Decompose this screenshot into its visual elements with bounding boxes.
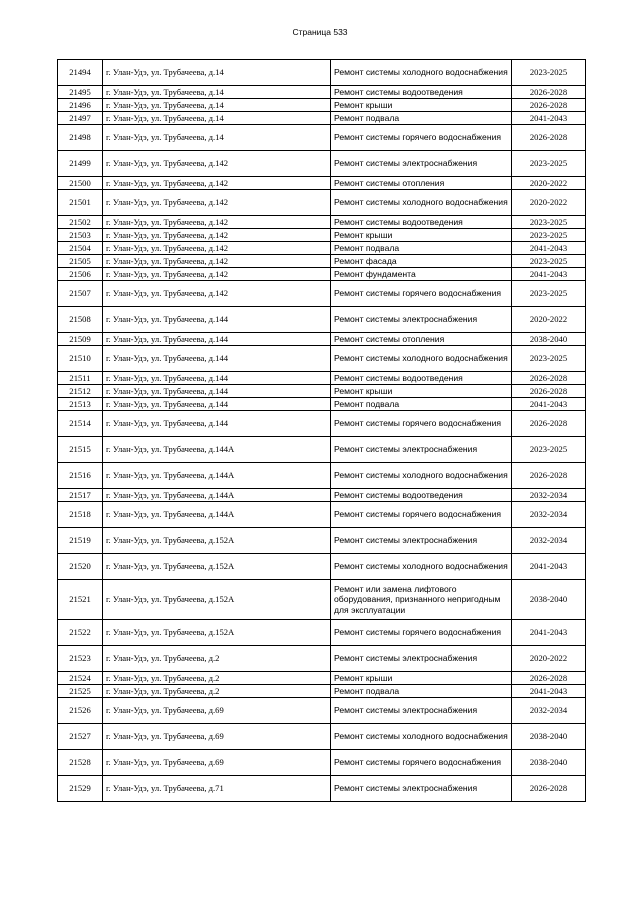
address-cell: г. Улан-Удэ, ул. Трубачеева, д.152А (103, 528, 331, 554)
page-number-header: Страница 533 (292, 27, 348, 37)
address-cell: г. Улан-Удэ, ул. Трубачеева, д.14 (103, 125, 331, 151)
period-cell: 2023-2025 (512, 437, 586, 463)
record-number-cell: 21498 (58, 125, 103, 151)
table-row (58, 385, 586, 398)
work-type-cell: Ремонт системы водоотведения (331, 489, 512, 502)
record-number-cell: 21512 (58, 385, 103, 398)
period-cell: 2032-2034 (512, 502, 586, 528)
table-row (58, 646, 586, 672)
address-cell: г. Улан-Удэ, ул. Трубачеева, д.144 (103, 307, 331, 333)
work-type-cell: Ремонт подвала (331, 112, 512, 125)
record-number-cell: 21523 (58, 646, 103, 672)
record-number-cell: 21496 (58, 99, 103, 112)
period-cell: 2020-2022 (512, 177, 586, 190)
address-cell: г. Улан-Удэ, ул. Трубачеева, д.14 (103, 60, 331, 86)
record-number-cell: 21495 (58, 86, 103, 99)
table-row (58, 372, 586, 385)
period-cell: 2032-2034 (512, 528, 586, 554)
period-cell: 2023-2025 (512, 346, 586, 372)
table-row (58, 229, 586, 242)
work-type-cell: Ремонт системы горячего водоснабжения (331, 750, 512, 776)
address-cell: г. Улан-Удэ, ул. Трубачеева, д.144 (103, 333, 331, 346)
record-number-cell: 21507 (58, 281, 103, 307)
table-row (58, 60, 586, 86)
record-number-cell: 21524 (58, 672, 103, 685)
period-cell: 2038-2040 (512, 333, 586, 346)
address-cell: г. Улан-Удэ, ул. Трубачеева, д.142 (103, 268, 331, 281)
work-type-cell: Ремонт крыши (331, 385, 512, 398)
address-cell: г. Улан-Удэ, ул. Трубачеева, д.14 (103, 99, 331, 112)
period-cell: 2020-2022 (512, 307, 586, 333)
record-number-cell: 21525 (58, 685, 103, 698)
work-type-cell: Ремонт системы водоотведения (331, 216, 512, 229)
repair-schedule-table (57, 59, 586, 802)
work-type-cell: Ремонт системы водоотведения (331, 372, 512, 385)
table-row (58, 268, 586, 281)
work-type-cell: Ремонт подвала (331, 242, 512, 255)
address-cell: г. Улан-Удэ, ул. Трубачеева, д.142 (103, 242, 331, 255)
record-number-cell: 21528 (58, 750, 103, 776)
period-cell: 2038-2040 (512, 750, 586, 776)
work-type-cell: Ремонт фасада (331, 255, 512, 268)
period-cell: 2026-2028 (512, 672, 586, 685)
work-type-cell: Ремонт крыши (331, 229, 512, 242)
work-type-cell: Ремонт крыши (331, 99, 512, 112)
address-cell: г. Улан-Удэ, ул. Трубачеева, д.152А (103, 580, 331, 620)
address-cell: г. Улан-Удэ, ул. Трубачеева, д.142 (103, 216, 331, 229)
record-number-cell: 21526 (58, 698, 103, 724)
period-cell: 2038-2040 (512, 580, 586, 620)
table-row (58, 86, 586, 99)
work-type-cell: Ремонт системы электроснабжения (331, 437, 512, 463)
period-cell: 2041-2043 (512, 112, 586, 125)
work-type-cell: Ремонт системы холодного водоснабжения (331, 554, 512, 580)
period-cell: 2023-2025 (512, 151, 586, 177)
work-type-cell: Ремонт системы водоотведения (331, 86, 512, 99)
table-row (58, 580, 586, 620)
address-cell: г. Улан-Удэ, ул. Трубачеева, д.2 (103, 685, 331, 698)
period-cell: 2032-2034 (512, 698, 586, 724)
table-row (58, 398, 586, 411)
period-cell: 2023-2025 (512, 229, 586, 242)
record-number-cell: 21527 (58, 724, 103, 750)
address-cell: г. Улан-Удэ, ул. Трубачеева, д.144 (103, 411, 331, 437)
address-cell: г. Улан-Удэ, ул. Трубачеева, д.142 (103, 151, 331, 177)
table-row (58, 698, 586, 724)
period-cell: 2026-2028 (512, 372, 586, 385)
period-cell: 2026-2028 (512, 776, 586, 802)
work-type-cell: Ремонт системы горячего водоснабжения (331, 620, 512, 646)
table-row (58, 489, 586, 502)
table-row (58, 750, 586, 776)
period-cell: 2041-2043 (512, 268, 586, 281)
period-cell: 2041-2043 (512, 242, 586, 255)
record-number-cell: 21502 (58, 216, 103, 229)
table-row (58, 281, 586, 307)
table-row (58, 685, 586, 698)
address-cell: г. Улан-Удэ, ул. Трубачеева, д.142 (103, 255, 331, 268)
record-number-cell: 21517 (58, 489, 103, 502)
period-cell: 2020-2022 (512, 190, 586, 216)
table-row (58, 177, 586, 190)
record-number-cell: 21499 (58, 151, 103, 177)
record-number-cell: 21506 (58, 268, 103, 281)
address-cell: г. Улан-Удэ, ул. Трубачеева, д.69 (103, 750, 331, 776)
table-row (58, 672, 586, 685)
address-cell: г. Улан-Удэ, ул. Трубачеева, д.142 (103, 190, 331, 216)
record-number-cell: 21497 (58, 112, 103, 125)
record-number-cell: 21511 (58, 372, 103, 385)
period-cell: 2026-2028 (512, 385, 586, 398)
period-cell: 2041-2043 (512, 620, 586, 646)
work-type-cell: Ремонт системы электроснабжения (331, 698, 512, 724)
work-type-cell: Ремонт крыши (331, 672, 512, 685)
table-row (58, 437, 586, 463)
table-row (58, 776, 586, 802)
address-cell: г. Улан-Удэ, ул. Трубачеева, д.14 (103, 86, 331, 99)
address-cell: г. Улан-Удэ, ул. Трубачеева, д.144А (103, 502, 331, 528)
address-cell: г. Улан-Удэ, ул. Трубачеева, д.69 (103, 724, 331, 750)
work-type-cell: Ремонт системы горячего водоснабжения (331, 125, 512, 151)
period-cell: 2023-2025 (512, 60, 586, 86)
work-type-cell: Ремонт подвала (331, 685, 512, 698)
work-type-cell: Ремонт фундамента (331, 268, 512, 281)
record-number-cell: 21504 (58, 242, 103, 255)
address-cell: г. Улан-Удэ, ул. Трубачеева, д.142 (103, 281, 331, 307)
work-type-cell: Ремонт системы электроснабжения (331, 776, 512, 802)
address-cell: г. Улан-Удэ, ул. Трубачеева, д.2 (103, 646, 331, 672)
record-number-cell: 21501 (58, 190, 103, 216)
period-cell: 2026-2028 (512, 411, 586, 437)
work-type-cell: Ремонт системы холодного водоснабжения (331, 346, 512, 372)
address-cell: г. Улан-Удэ, ул. Трубачеева, д.144А (103, 489, 331, 502)
address-cell: г. Улан-Удэ, ул. Трубачеева, д.142 (103, 177, 331, 190)
record-number-cell: 21516 (58, 463, 103, 489)
record-number-cell: 21522 (58, 620, 103, 646)
address-cell: г. Улан-Удэ, ул. Трубачеева, д.69 (103, 698, 331, 724)
period-cell: 2032-2034 (512, 489, 586, 502)
record-number-cell: 21529 (58, 776, 103, 802)
record-number-cell: 21503 (58, 229, 103, 242)
record-number-cell: 21508 (58, 307, 103, 333)
table-row (58, 724, 586, 750)
table-row (58, 333, 586, 346)
table-row (58, 190, 586, 216)
table-row (58, 151, 586, 177)
period-cell: 2020-2022 (512, 646, 586, 672)
period-cell: 2038-2040 (512, 724, 586, 750)
table-row (58, 463, 586, 489)
work-type-cell: Ремонт системы холодного водоснабжения (331, 724, 512, 750)
period-cell: 2026-2028 (512, 86, 586, 99)
table-row (58, 112, 586, 125)
table-body (58, 60, 586, 802)
period-cell: 2023-2025 (512, 281, 586, 307)
table-row (58, 554, 586, 580)
work-type-cell: Ремонт системы электроснабжения (331, 528, 512, 554)
work-type-cell: Ремонт системы холодного водоснабжения (331, 463, 512, 489)
address-cell: г. Улан-Удэ, ул. Трубачеева, д.144 (103, 398, 331, 411)
table-row (58, 346, 586, 372)
address-cell: г. Улан-Удэ, ул. Трубачеева, д.71 (103, 776, 331, 802)
address-cell: г. Улан-Удэ, ул. Трубачеева, д.152А (103, 554, 331, 580)
period-cell: 2023-2025 (512, 255, 586, 268)
address-cell: г. Улан-Удэ, ул. Трубачеева, д.144 (103, 372, 331, 385)
period-cell: 2026-2028 (512, 125, 586, 151)
address-cell: г. Улан-Удэ, ул. Трубачеева, д.144А (103, 463, 331, 489)
work-type-cell: Ремонт системы холодного водоснабжения (331, 60, 512, 86)
work-type-cell: Ремонт системы горячего водоснабжения (331, 502, 512, 528)
record-number-cell: 21518 (58, 502, 103, 528)
record-number-cell: 21514 (58, 411, 103, 437)
record-number-cell: 21505 (58, 255, 103, 268)
address-cell: г. Улан-Удэ, ул. Трубачеева, д.14 (103, 112, 331, 125)
work-type-cell: Ремонт системы электроснабжения (331, 151, 512, 177)
address-cell: г. Улан-Удэ, ул. Трубачеева, д.144 (103, 346, 331, 372)
work-type-cell: Ремонт системы отопления (331, 333, 512, 346)
record-number-cell: 21520 (58, 554, 103, 580)
table-row (58, 411, 586, 437)
table-row (58, 502, 586, 528)
work-type-cell: Ремонт системы отопления (331, 177, 512, 190)
period-cell: 2041-2043 (512, 554, 586, 580)
table-row (58, 307, 586, 333)
work-type-cell: Ремонт системы электроснабжения (331, 646, 512, 672)
address-cell: г. Улан-Удэ, ул. Трубачеева, д.144А (103, 437, 331, 463)
work-type-cell: Ремонт системы горячего водоснабжения (331, 281, 512, 307)
table-row (58, 255, 586, 268)
work-type-cell: Ремонт подвала (331, 398, 512, 411)
table-row (58, 528, 586, 554)
period-cell: 2026-2028 (512, 99, 586, 112)
table-row (58, 620, 586, 646)
table-row (58, 125, 586, 151)
record-number-cell: 21500 (58, 177, 103, 190)
record-number-cell: 21521 (58, 580, 103, 620)
record-number-cell: 21510 (58, 346, 103, 372)
address-cell: г. Улан-Удэ, ул. Трубачеева, д.144 (103, 385, 331, 398)
record-number-cell: 21513 (58, 398, 103, 411)
record-number-cell: 21519 (58, 528, 103, 554)
record-number-cell: 21494 (58, 60, 103, 86)
work-type-cell: Ремонт системы холодного водоснабжения (331, 190, 512, 216)
record-number-cell: 21509 (58, 333, 103, 346)
record-number-cell: 21515 (58, 437, 103, 463)
address-cell: г. Улан-Удэ, ул. Трубачеева, д.142 (103, 229, 331, 242)
work-type-cell: Ремонт или замена лифтового оборудования, признанного непригодным для эксплуатации (331, 580, 512, 620)
work-type-cell: Ремонт системы электроснабжения (331, 307, 512, 333)
work-type-cell: Ремонт системы горячего водоснабжения (331, 411, 512, 437)
address-cell: г. Улан-Удэ, ул. Трубачеева, д.2 (103, 672, 331, 685)
period-cell: 2023-2025 (512, 216, 586, 229)
period-cell: 2041-2043 (512, 685, 586, 698)
period-cell: 2041-2043 (512, 398, 586, 411)
period-cell: 2026-2028 (512, 463, 586, 489)
table-row (58, 216, 586, 229)
table-row (58, 99, 586, 112)
table-row (58, 242, 586, 255)
address-cell: г. Улан-Удэ, ул. Трубачеева, д.152А (103, 620, 331, 646)
